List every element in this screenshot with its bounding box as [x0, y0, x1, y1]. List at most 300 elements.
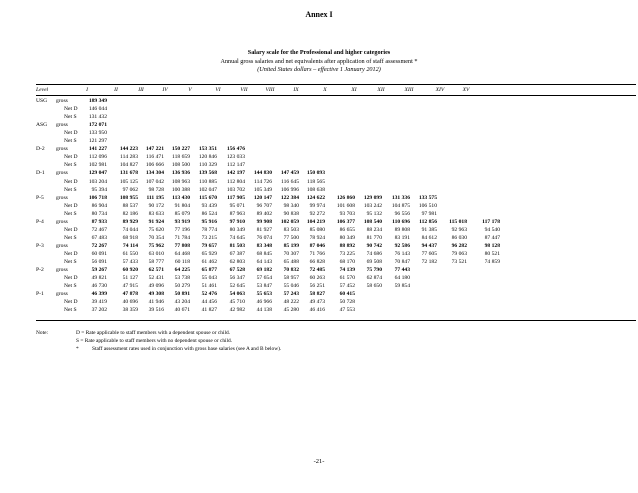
salary-cell: 82 186: [122, 210, 138, 217]
salary-cell: 39 516: [148, 307, 164, 314]
salary-cell: 80 349: [339, 234, 355, 241]
salary-cell: 47 553: [339, 307, 355, 314]
header-bottom-rule: [36, 95, 636, 96]
salary-cell: 41 827: [201, 307, 217, 314]
salary-cell: 62 803: [229, 259, 245, 265]
salary-cell: 117 905: [227, 194, 245, 201]
annex-title: Annex I: [305, 10, 333, 19]
salary-cell: 55 046: [283, 283, 299, 290]
salary-cell: 96 707: [256, 202, 272, 209]
salary-cell: 121 297: [88, 138, 107, 145]
salary-cell: 55 653: [256, 291, 272, 298]
salary-cell: 94 437: [421, 242, 437, 249]
salary-cell: 92 963: [451, 226, 467, 233]
type-cell: gross: [56, 98, 68, 104]
salary-cell: 48 222: [283, 299, 299, 306]
type-cell: Net D: [64, 250, 78, 257]
note-s: S = Rate applicable to staff members with no dependent spouse or child.: [76, 338, 233, 344]
salary-cell: 124 622: [306, 194, 325, 201]
salary-cell: 118 659: [172, 154, 190, 161]
salary-cell: 71 766: [309, 250, 325, 257]
salary-cell: 72 467: [91, 226, 107, 233]
salary-cell: 81 503: [229, 242, 245, 249]
salary-cell: 74 645: [229, 234, 245, 241]
salary-cell: 46 966: [256, 299, 272, 306]
salary-cell: 153 351: [198, 146, 217, 153]
salary-cell: 65 488: [283, 259, 299, 265]
salary-cell: 65 929: [201, 250, 217, 257]
salary-cell: 110 885: [199, 178, 217, 185]
salary-cell: 106 510: [418, 202, 437, 209]
level-cell: P-5: [36, 194, 44, 201]
salary-cell: 41 946: [148, 299, 164, 306]
step-header-x: X: [323, 87, 327, 93]
salary-cell: 46 730: [91, 283, 107, 290]
step-header-xv: XV: [462, 87, 470, 93]
level-cell: D-1: [36, 170, 45, 177]
salary-cell: 74 859: [484, 259, 500, 265]
salary-cell: 91 924: [148, 218, 164, 225]
salary-cell: 53 738: [174, 275, 190, 282]
salary-cell: 146 044: [88, 106, 107, 113]
salary-cell: 52 645: [229, 283, 245, 290]
salary-cell: 56 251: [309, 283, 325, 290]
salary-cell: 80 734: [91, 210, 107, 217]
salary-cell: 50 728: [339, 299, 355, 306]
salary-cell: 75 620: [148, 226, 164, 233]
step-header-iii: III: [138, 87, 144, 93]
salary-cell: 100 388: [171, 186, 190, 193]
salary-cell: 37 202: [91, 307, 107, 314]
table-currency-note: (United States dollars – effective 1 January 2012): [257, 66, 381, 73]
salary-cell: 102 047: [198, 186, 217, 193]
type-cell: Net S: [64, 283, 77, 290]
salary-cell: 88 537: [122, 202, 138, 209]
salary-cell: 85 199: [283, 242, 299, 249]
salary-cell: 129 099: [363, 194, 382, 201]
step-header-ix: IX: [293, 87, 299, 93]
salary-cell: 107 042: [145, 178, 164, 185]
salary-cell: 97 910: [229, 218, 245, 225]
type-cell: Net S: [64, 186, 77, 193]
step-header-ii: II: [114, 87, 118, 93]
level-cell: D-2: [36, 146, 45, 153]
salary-cell: 61 570: [339, 275, 355, 282]
salary-cell: 115 018: [449, 218, 467, 225]
salary-cell: 86 655: [339, 226, 355, 233]
salary-cell: 83 191: [394, 234, 410, 241]
salary-cell: 50 279: [174, 283, 190, 290]
salary-cell: 89 402: [256, 210, 272, 217]
salary-cell: 108 500: [171, 162, 190, 169]
salary-cell: 55 043: [201, 275, 217, 282]
salary-cell: 62 874: [366, 275, 382, 282]
salary-cell: 90 742: [366, 242, 382, 249]
salary-cell: 97 981: [421, 210, 437, 217]
salary-cell: 91 385: [421, 226, 437, 233]
salary-cell: 131 432: [88, 114, 107, 121]
salary-cell: 61 462: [201, 259, 217, 265]
salary-cell: 63 010: [148, 250, 164, 257]
salary-cell: 49 096: [148, 283, 164, 290]
salary-cell: 70 307: [283, 250, 299, 257]
level-cell: P-4: [36, 218, 44, 225]
salary-cell: 45 280: [283, 307, 299, 314]
note-d: D = Rate applicable to staff members with a dependent spouse or child.: [76, 330, 230, 336]
salary-cell: 73 215: [201, 234, 217, 241]
type-cell: Net D: [64, 130, 78, 137]
table-bottom-rule: [36, 320, 636, 321]
salary-cell: 60 415: [339, 291, 355, 298]
salary-cell: 103 702: [226, 186, 245, 193]
salary-cell: 42 982: [229, 307, 245, 314]
step-header-v: V: [188, 87, 192, 93]
salary-cell: 57 433: [122, 259, 138, 265]
page-number: -21-: [313, 458, 325, 465]
salary-cell: 76 143: [394, 250, 410, 257]
salary-cell: 112 856: [419, 218, 437, 225]
salary-cell: 98 128: [484, 242, 500, 249]
salary-cell: 90 172: [148, 202, 164, 209]
salary-cell: 77 196: [174, 226, 190, 233]
salary-cell: 58 957: [283, 275, 299, 282]
salary-cell: 75 790: [366, 267, 382, 274]
salary-cell: 72 267: [91, 242, 107, 249]
type-cell: Net D: [64, 202, 78, 209]
salary-cell: 64 468: [174, 250, 190, 257]
salary-cell: 147 459: [280, 170, 299, 177]
salary-cell: 73 521: [451, 259, 467, 265]
salary-cell: 58 777: [148, 259, 164, 265]
salary-cell: 102 981: [88, 162, 107, 169]
table-row: [0, 307, 638, 316]
salary-cell: 61 550: [122, 250, 138, 257]
salary-cell: 75 962: [148, 242, 164, 249]
salary-cell: 80 521: [484, 250, 500, 257]
salary-cell: 40 696: [122, 299, 138, 306]
level-cell: P-2: [36, 267, 44, 274]
salary-cell: 77 500: [283, 234, 299, 241]
salary-cell: 81 770: [366, 234, 382, 241]
salary-cell: 86 904: [91, 202, 107, 209]
salary-cell: 141 227: [88, 146, 107, 153]
type-cell: Net D: [64, 106, 78, 113]
salary-cell: 74 044: [122, 226, 138, 233]
type-cell: gross: [56, 267, 68, 274]
salary-cell: 74 139: [339, 267, 355, 274]
salary-cell: 106 666: [145, 162, 164, 169]
salary-cell: 90 838: [283, 210, 299, 217]
type-cell: Net D: [64, 226, 78, 233]
step-header-i: I: [86, 87, 88, 93]
salary-cell: 172 071: [88, 122, 107, 129]
type-cell: gross: [56, 146, 68, 153]
salary-cell: 60 263: [309, 275, 325, 282]
salary-cell: 93 703: [339, 210, 355, 217]
type-cell: Net D: [64, 154, 78, 161]
table-title: Salary scale for the Professional and higher categories: [247, 49, 391, 56]
salary-cell: 78 774: [201, 226, 217, 233]
salary-cell: 87 933: [91, 218, 107, 225]
salary-cell: 58 827: [309, 291, 325, 298]
type-cell: gross: [56, 122, 68, 129]
type-cell: Net S: [64, 138, 77, 145]
salary-cell: 112 804: [227, 178, 245, 185]
salary-cell: 92 272: [309, 210, 325, 217]
salary-cell: 57 243: [283, 291, 299, 298]
salary-cell: 89 808: [394, 226, 410, 233]
salary-cell: 60 118: [174, 259, 190, 265]
salary-cell: 44 456: [201, 299, 217, 306]
salary-cell: 77 443: [394, 267, 410, 274]
salary-cell: 60 920: [122, 267, 138, 274]
type-cell: Net S: [64, 307, 77, 314]
salary-cell: 86 030: [451, 234, 467, 241]
salary-cell: 67 387: [229, 250, 245, 257]
salary-cell: 54 063: [229, 291, 245, 298]
salary-cell: 89 929: [122, 218, 138, 225]
salary-cell: 68 918: [122, 234, 138, 241]
salary-cell: 106 377: [336, 218, 355, 225]
salary-cell: 78 924: [309, 234, 325, 241]
salary-cell: 49 473: [309, 299, 325, 306]
salary-cell: 83 633: [148, 210, 164, 217]
salary-cell: 98 340: [283, 202, 299, 209]
salary-cell: 142 197: [226, 170, 245, 177]
salary-cell: 74 686: [366, 250, 382, 257]
salary-cell: 92 586: [394, 242, 410, 249]
salary-cell: 69 182: [256, 267, 272, 274]
type-cell: gross: [56, 242, 68, 249]
salary-cell: 108 955: [119, 194, 138, 201]
header-top-rule: [36, 84, 636, 85]
salary-cell: 147 221: [145, 146, 164, 153]
salary-cell: 133 575: [418, 194, 437, 201]
salary-cell: 133 950: [88, 130, 107, 137]
salary-cell: 95 394: [91, 186, 107, 193]
salary-cell: 96 556: [394, 210, 410, 217]
salary-cell: 129 047: [88, 170, 107, 177]
salary-cell: 67 483: [91, 234, 107, 241]
salary-cell: 52 476: [201, 291, 217, 298]
salary-cell: 95 071: [229, 202, 245, 209]
step-header-xiv: XIV: [435, 87, 445, 93]
salary-cell: 104 219: [306, 218, 325, 225]
salary-cell: 79 657: [201, 242, 217, 249]
salary-cell: 108 540: [363, 218, 382, 225]
salary-cell: 46 416: [309, 307, 325, 314]
salary-cell: 95 916: [201, 218, 217, 225]
salary-cell: 131 678: [119, 170, 138, 177]
salary-cell: 134 304: [145, 170, 164, 177]
salary-cell: 101 608: [336, 202, 355, 209]
table-subtitle: Annual gross salaries and net equivalents after application of staff assessment *: [220, 58, 418, 65]
salary-cell: 64 180: [394, 275, 410, 282]
salary-cell: 70 354: [148, 234, 164, 241]
step-header-xiii: XIII: [404, 87, 414, 93]
salary-cell: 87 447: [484, 234, 500, 241]
salary-cell: 59 267: [91, 267, 107, 274]
salary-cell: 110 696: [392, 218, 410, 225]
salary-cell: 112 096: [89, 154, 107, 161]
salary-cell: 85 079: [174, 210, 190, 217]
salary-cell: 116 471: [146, 154, 164, 161]
step-header-xii: XII: [377, 87, 385, 93]
salary-cell: 98 728: [148, 186, 164, 193]
type-cell: Net D: [64, 178, 78, 185]
salary-cell: 106 996: [280, 186, 299, 193]
salary-cell: 88 892: [339, 242, 355, 249]
salary-cell: 105 125: [119, 178, 138, 185]
notes-label: Note:: [36, 330, 48, 336]
salary-cell: 51 461: [201, 283, 217, 290]
salary-cell: 67 528: [229, 267, 245, 274]
salary-cell: 57 654: [256, 275, 272, 282]
salary-cell: 96 282: [451, 242, 467, 249]
salary-cell: 97 062: [122, 186, 138, 193]
salary-cell: 52 431: [148, 275, 164, 282]
salary-cell: 93 919: [174, 218, 190, 225]
salary-cell: 104 875: [391, 202, 410, 209]
salary-cell: 68 845: [256, 250, 272, 257]
level-cell: P-1: [36, 291, 44, 298]
type-cell: gross: [56, 194, 68, 201]
salary-cell: 57 452: [339, 283, 355, 290]
salary-cell: 60 091: [91, 250, 107, 257]
salary-cell: 79 063: [451, 250, 467, 257]
type-cell: Net S: [64, 114, 77, 121]
salary-cell: 108 963: [171, 178, 190, 185]
salary-cell: 150 227: [171, 146, 190, 153]
salary-cell: 58 650: [366, 283, 382, 290]
salary-cell: 43 204: [174, 299, 190, 306]
salary-cell: 112 147: [227, 162, 245, 169]
step-header-vii: VII: [240, 87, 248, 93]
type-cell: Net S: [64, 259, 77, 265]
salary-cell: 44 138: [256, 307, 272, 314]
salary-cell: 69 508: [366, 259, 382, 265]
salary-cell: 65 877: [201, 267, 217, 274]
salary-cell: 39 419: [91, 299, 107, 306]
level-cell: ASG: [36, 122, 48, 129]
notes-section: [36, 329, 281, 353]
type-cell: gross: [56, 170, 68, 177]
salary-cell: 56 091: [91, 259, 107, 265]
salary-cell: 116 645: [281, 178, 299, 185]
salary-cell: 70 847: [394, 259, 410, 265]
type-cell: Net S: [64, 234, 77, 241]
salary-cell: 45 710: [229, 299, 245, 306]
salary-cell: 122 384: [280, 194, 299, 201]
salary-cell: 81 927: [256, 226, 272, 233]
salary-cell: 110 329: [199, 162, 217, 169]
salary-cell: 87 963: [229, 210, 245, 217]
salary-cell: 106 718: [88, 194, 107, 201]
salary-cell: 144 223: [119, 146, 138, 153]
level-column-header: Level: [36, 87, 49, 93]
salary-cell: 38 359: [122, 307, 138, 314]
salary-cell: 139 568: [198, 170, 217, 177]
salary-cell: 83 503: [283, 226, 299, 233]
type-cell: Net S: [64, 210, 77, 217]
salary-cell: 83 348: [256, 242, 272, 249]
salary-cell: 76 074: [256, 234, 272, 241]
salary-cell: 74 114: [122, 242, 138, 249]
salary-cell: 59 854: [394, 283, 410, 290]
salary-cell: 88 234: [366, 226, 382, 233]
salary-cell: 77 605: [421, 250, 437, 257]
salary-cell: 118 565: [307, 178, 325, 185]
salary-cell: 68 170: [339, 259, 355, 265]
salary-cell: 77 808: [174, 242, 190, 249]
salary-cell: 105 349: [253, 186, 272, 193]
salary-cell: 47 878: [122, 291, 138, 298]
level-cell: USG: [36, 98, 48, 104]
salary-cell: 114 726: [254, 178, 272, 185]
level-cell: P-3: [36, 242, 44, 249]
salary-cell: 64 225: [174, 267, 190, 274]
salary-cell: 117 178: [482, 218, 500, 225]
salary-cell: 120 846: [198, 154, 217, 161]
salary-cell: 108 638: [306, 186, 325, 193]
salary-cell: 120 147: [253, 194, 272, 201]
salary-cell: 114 283: [120, 154, 138, 161]
step-header-xi: XI: [351, 87, 357, 93]
step-header-iv: IV: [162, 87, 168, 93]
type-cell: Net D: [64, 275, 78, 282]
salary-cell: 115 670: [199, 194, 217, 201]
salary-cell: 113 430: [172, 194, 190, 201]
salary-cell: 70 832: [283, 267, 299, 274]
salary-cell: 156 476: [226, 146, 245, 153]
salary-cell: 111 195: [146, 194, 164, 201]
salary-cell: 47 915: [122, 283, 138, 290]
salary-cell: 144 830: [253, 170, 272, 177]
salary-cell: 136 936: [171, 170, 190, 177]
salary-cell: 87 046: [309, 242, 325, 249]
salary-cell: 56 347: [229, 275, 245, 282]
salary-cell: 99 908: [256, 218, 272, 225]
salary-cell: 94 540: [484, 226, 500, 233]
salary-cell: 46 399: [91, 291, 107, 298]
salary-cell: 93 439: [201, 202, 217, 209]
salary-cell: 91 804: [174, 202, 190, 209]
salary-cell: 73 225: [339, 250, 355, 257]
salary-cell: 103 204: [88, 178, 107, 185]
salary-cell: 84 612: [421, 234, 437, 241]
salary-cell: 50 891: [174, 291, 190, 298]
salary-cell: 40 671: [174, 307, 190, 314]
salary-cell: 85 080: [309, 226, 325, 233]
type-cell: Net S: [64, 162, 77, 169]
salary-cell: 64 143: [256, 259, 272, 265]
note-star-symbol: *: [76, 346, 79, 352]
step-header-vi: VI: [215, 87, 221, 93]
salary-cell: 95 132: [366, 210, 382, 217]
salary-cell: 150 093: [306, 170, 325, 177]
note-star: Staff assessment rates used in conjunction with gross base salaries (see A and B below).: [92, 346, 282, 352]
salary-cell: 102 059: [280, 218, 299, 225]
type-cell: gross: [56, 218, 68, 225]
salary-cell: 62 571: [148, 267, 164, 274]
salary-cell: 66 828: [309, 259, 325, 265]
step-header-viii: VIII: [265, 87, 275, 93]
salary-cell: 103 242: [363, 202, 382, 209]
salary-cell: 86 524: [201, 210, 217, 217]
salary-cell: 189 349: [88, 98, 107, 104]
salary-cell: 71 784: [174, 234, 190, 241]
salary-cell: 72 485: [309, 267, 325, 274]
